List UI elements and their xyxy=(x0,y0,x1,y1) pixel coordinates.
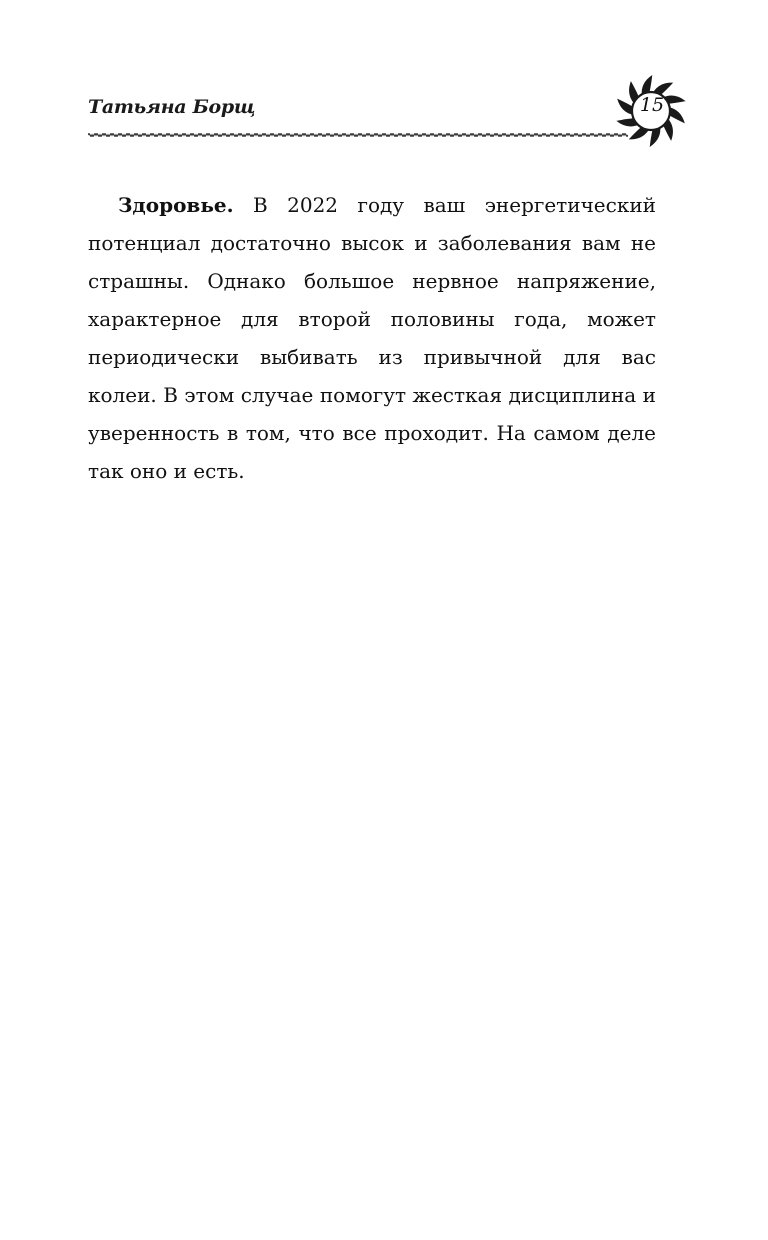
page-number: 15 xyxy=(639,94,665,116)
running-head-author: Татьяна Борщ xyxy=(88,96,256,118)
header-wavy-rule xyxy=(88,132,628,138)
paragraph-text: В 2022 году ваш энергетический потенциал достаточно высок и заболевания вам не страшны. Однако большое нервное напряжение, характерное для второй половины года, может периодически выбивать из привычной для вас колеи. В этом случае помогут жесткая дисциплина и уверенность в том, что все проходит. На самом деле так оно и есть. xyxy=(88,193,656,483)
running-header xyxy=(88,70,694,150)
body-paragraph xyxy=(88,186,656,490)
paragraph-lead-word: Здоровье. xyxy=(118,193,234,217)
